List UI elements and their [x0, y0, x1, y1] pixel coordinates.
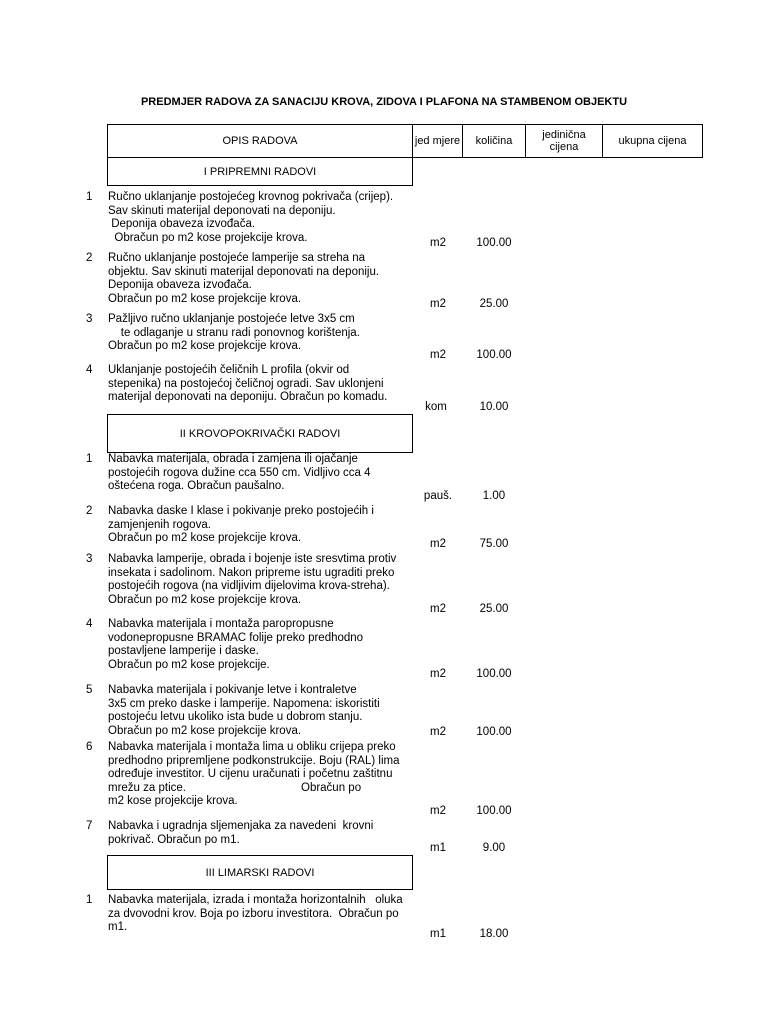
item-description: Nabavka materijala, obrada i zamjena ili ojačanje postojećih rogova dužine cca 550 cm. Vidljivo cca 4 oštećena roga. Obračun paušalno.: [108, 453, 371, 492]
item-number: 2: [86, 252, 93, 264]
section-title-label: II KROVOPOKRIVAČKI RADOVI: [179, 427, 341, 440]
header-ukupna-cijena: [602, 124, 703, 158]
header-kolicina-label: količina: [475, 135, 513, 147]
item-unit: m2: [430, 538, 446, 550]
item-quantity: 10.00: [479, 401, 509, 413]
item-unit: m2: [430, 603, 446, 615]
item-description: Nabavka materijala i montaža paropropusne vodonepropusne BRAMAC folije preko predhodno postavljene lamperije i daske. Obračun po m2 kose projekcije.: [108, 618, 364, 671]
item-description: Ručno uklanjanje postojeće lamperije sa streha na objektu. Sav skinuti materijal deponovati na deponiju. Deponija obaveza izvođača. Obračun po m2 kose projekcije krova.: [108, 252, 380, 305]
section-title: [107, 855, 413, 890]
item-quantity: 25.00: [479, 603, 509, 615]
header-opis: [107, 124, 413, 158]
item-description: Nabavka materijala i montaža lima u obliku crijepa preko predhodno pripremljene podkonstrukcije. Boju (RAL) lima određuje investitor. U cijenu uračunati i početnu zaštitnu mrežu za ptice. Obračun po m2 kose projekcije krova.: [108, 741, 400, 807]
item-unit: kom: [425, 401, 447, 413]
item-unit: m1: [430, 928, 446, 940]
item-quantity: 100.00: [476, 668, 512, 680]
item-unit: m2: [430, 349, 446, 361]
item-unit: m2: [430, 298, 446, 310]
header-jed-mjere: [412, 124, 463, 158]
section-title-label: III LIMARSKI RADOVI: [205, 866, 315, 879]
header-jed-label: jed mjere: [414, 135, 461, 147]
section-title-label: I PRIPREMNI RADOVI: [203, 165, 317, 178]
item-unit: pauš.: [423, 490, 453, 502]
item-unit: m1: [430, 842, 446, 854]
item-quantity: 75.00: [479, 538, 509, 550]
item-description: Nabavka daske I klase i pokivanje preko postojećih i zamjenjenih rogova. Obračun po m2 kose projekcije krova.: [108, 505, 374, 544]
item-description: Nabavka materijala i pokivanje letve i kontraletve 3x5 cm preko daske i lamperije. Napomena: iskoristiti postojeću letvu ukoliko ista bude u dobrom stanju. Obračun po m2 kose projekcije krova.: [108, 684, 380, 737]
item-description: Nabavka i ugradnja sljemenjaka za navedeni krovni pokrivač. Obračun po m1.: [108, 820, 374, 846]
item-description: Nabavka materijala, izrada i montaža horizontalnih oluka za dvovodni krov. Boja po izboru investitora. Obračun po m1.: [108, 894, 403, 933]
header-opis-label: OPIS RADOVA: [222, 135, 298, 147]
item-number: 1: [86, 191, 93, 203]
item-number: 2: [86, 505, 93, 517]
item-number: 7: [86, 820, 93, 832]
item-quantity: 9.00: [482, 842, 506, 854]
item-number: 1: [86, 894, 93, 906]
page-title: PREDMJER RADOVA ZA SANACIJU KROVA, ZIDOVA I PLAFONA NA STAMBENOM OBJEKTU: [140, 96, 628, 108]
section-title: [107, 157, 413, 186]
header-ukupna-label: ukupna cijena: [618, 135, 687, 147]
item-quantity: 18.00: [479, 928, 509, 940]
item-quantity: 100.00: [476, 349, 512, 361]
item-description: Nabavka lamperije, obrada i bojenje iste sresvtima protiv insekata i sadolinom. Nakon pripreme istu ugraditi preko postojećih rogova (na vidljivim dijelovima krova-streha). Obračun po m2 kose projekcije krova.: [108, 553, 397, 606]
item-quantity: 100.00: [476, 726, 512, 738]
item-number: 1: [86, 453, 93, 465]
item-number: 4: [86, 618, 93, 630]
item-number: 5: [86, 684, 93, 696]
item-unit: m2: [430, 805, 446, 817]
item-description: Ručno uklanjanje postojećeg krovnog pokrivača (crijep). Sav skinuti materijal deponovati na deponiju. Deponija obaveza izvođača. Obračun po m2 kose projekcije krova.: [108, 191, 394, 244]
item-quantity: 100.00: [476, 237, 512, 249]
header-jedinicna-cijena: [525, 124, 603, 158]
item-number: 4: [86, 364, 93, 376]
header-jedinicna-label: jedinična cijena: [542, 129, 586, 153]
item-number: 3: [86, 553, 93, 565]
section-title: [107, 414, 413, 453]
header-kolicina: [462, 124, 526, 158]
item-unit: m2: [430, 668, 446, 680]
item-quantity: 1.00: [482, 490, 506, 502]
item-description: Pažljivo ručno uklanjanje postojeće letve 3x5 cm te odlaganje u stranu radi ponovnog korištenja. Obračun po m2 kose projekcije krova.: [108, 313, 360, 352]
item-description: Uklanjanje postojećih čeličnih L profila (okvir od stepenika) na postojećoj čeličnoj ogradi. Sav uklonjeni materijal deponovati na deponiju. Obračun po komadu.: [108, 364, 388, 403]
item-unit: m2: [430, 726, 446, 738]
item-quantity: 25.00: [479, 298, 509, 310]
item-quantity: 100.00: [476, 805, 512, 817]
item-number: 6: [86, 741, 93, 753]
item-number: 3: [86, 313, 93, 325]
item-unit: m2: [430, 237, 446, 249]
